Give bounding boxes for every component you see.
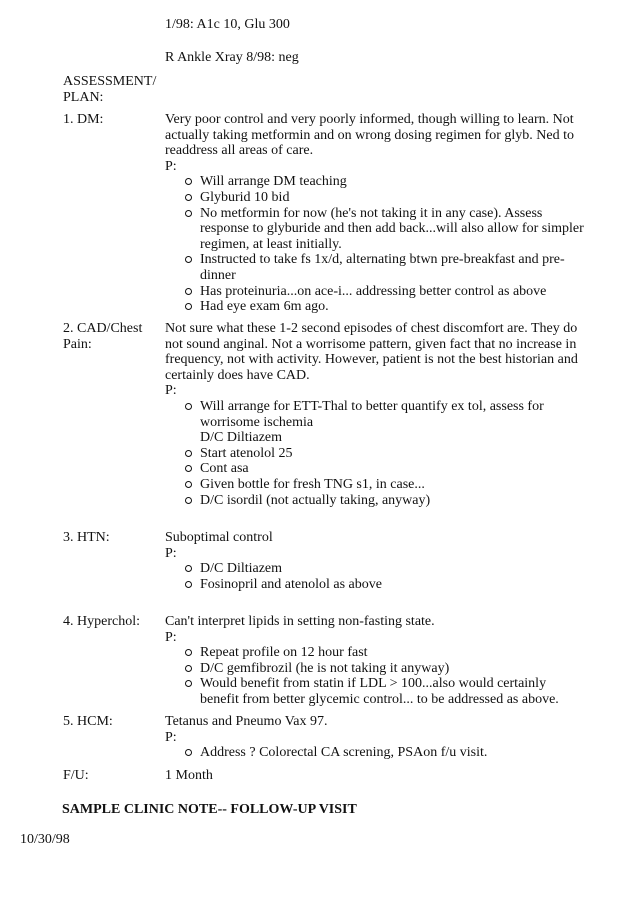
plan-item: Had eye exam 6m ago. — [165, 299, 585, 315]
plan-item: No metformin for now (he's not taking it in any case). Assess response to glyburide and then add back...will also allow for simpler regimen, at least initially. — [165, 206, 585, 253]
plan-item: Instructed to take fs 1x/d, alternating btwn pre-breakfast and pre-dinner — [165, 252, 585, 283]
plan-item: Will arrange DM teaching — [165, 174, 585, 190]
plan-item: D/C gemfibrozil (he is not taking it anyway) — [165, 661, 585, 677]
section-label: 4. Hyperchol: — [63, 614, 140, 629]
plan-item: Glyburid 10 bid — [165, 190, 585, 206]
plan-item: Fosinopril and atenolol as above — [165, 577, 585, 593]
plan-item: D/C Diltiazem — [165, 561, 585, 577]
plan-item: Given bottle for fresh TNG s1, in case... — [165, 477, 585, 493]
plan-item — [165, 399, 585, 446]
plan-list — [165, 645, 585, 707]
section-label: 5. HCM: — [63, 714, 113, 729]
section-label: 1. DM: — [63, 112, 104, 127]
note-title: SAMPLE CLINIC NOTE-- FOLLOW-UP VISIT — [62, 802, 357, 817]
plan-list — [165, 399, 585, 508]
plan-item: Start atenolol 25 — [165, 446, 585, 462]
plan-marker: P: — [165, 545, 177, 561]
plan-list — [165, 174, 585, 314]
plan-marker: P: — [165, 729, 177, 745]
note-date: 10/30/98 — [20, 832, 70, 847]
section-text: Not sure what these 1-2 second episodes of chest discomfort are. They do not sound anginal. Not a worrisome pattern, given fact that no increase in frequency, not with activity. However, patient is not the best historian and certainly does have CAD. — [165, 321, 578, 383]
plan-item-continuation: D/C Diltiazem — [200, 430, 283, 446]
followup-label: F/U: — [63, 768, 89, 783]
plan-item: Address ? Colorectal CA screning, PSAon f/u visit. — [165, 745, 585, 761]
plan-item-text: Will arrange for ETT-Thal to better quantify ex tol, assess for worrisome ischemia — [200, 398, 544, 430]
section-text: Tetanus and Pneumo Vax 97. — [165, 714, 328, 729]
plan-list — [165, 561, 585, 592]
section-content — [165, 321, 585, 508]
section-content — [165, 112, 585, 315]
plan-marker: P: — [165, 383, 177, 399]
lab-result-line: 1/98: A1c 10, Glu 300 — [165, 17, 290, 32]
plan-marker: P: — [165, 158, 177, 174]
plan-heading-line: PLAN: — [63, 89, 104, 105]
plan-item: Repeat profile on 12 hour fast — [165, 645, 585, 661]
section-text: Very poor control and very poorly informed, though willing to learn. Not actually taking metformin and on wrong dosing regimen for glyb. Ned to readdress all areas of care. — [165, 112, 575, 159]
plan-item: Would benefit from statin if LDL > 100...also would certainly benefit from better glycemic control... to be addressed as above. — [165, 676, 585, 707]
section-label: 2. CAD/Chest Pain: — [63, 321, 143, 352]
section-label: 3. HTN: — [63, 530, 110, 545]
section-text: Can't interpret lipids in setting non-fasting state. — [165, 614, 435, 629]
assessment-heading — [63, 74, 158, 105]
section-content — [165, 714, 585, 761]
plan-item: D/C isordil (not actually taking, anyway) — [165, 493, 585, 509]
plan-item: Cont asa — [165, 461, 585, 477]
plan-item: Has proteinuria...on ace-i... addressing better control as above — [165, 284, 585, 300]
assessment-heading-line: ASSESSMENT/ — [63, 74, 157, 89]
plan-marker: P: — [165, 629, 177, 645]
section-text: Suboptimal control — [165, 530, 273, 545]
section-content — [165, 614, 585, 708]
plan-list — [165, 745, 585, 761]
followup-value: 1 Month — [165, 768, 213, 783]
xray-result-line: R Ankle Xray 8/98: neg — [165, 50, 299, 65]
section-content — [165, 530, 585, 592]
